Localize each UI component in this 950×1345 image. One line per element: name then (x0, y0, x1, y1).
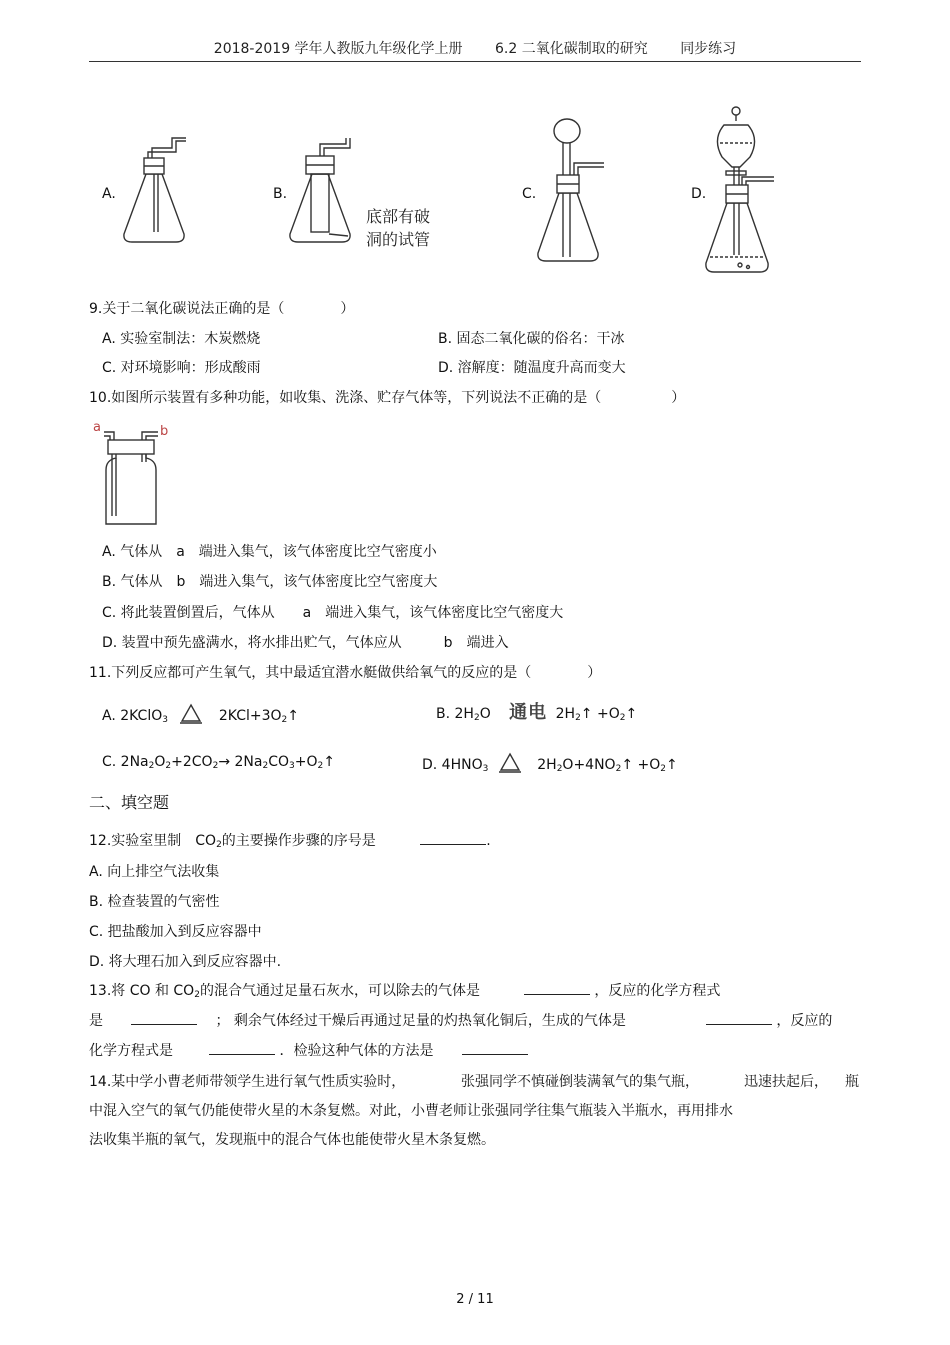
flask-b-figure (286, 132, 456, 250)
q11-stem: 11.下列反应都可产生氧气，其中最适宜潜水艇做供给氧气的反应的是（ ） (89, 665, 602, 681)
q13-line-3: 化学方程式是 ．检验这种气体的方法是 (89, 1040, 528, 1061)
q13-test-method-blank[interactable] (462, 1040, 528, 1055)
section-fill-in-title: 二、填空题 (89, 793, 170, 812)
q8-option-b-label: B. (273, 186, 288, 202)
q8-option-d-label: D. (691, 186, 707, 202)
flask-d-figure (702, 105, 782, 283)
q13-equation-1-blank[interactable] (131, 1010, 197, 1025)
q10-option-a: A. 气体从 a 端进入集气，该气体密度比空气密度小 (102, 544, 437, 560)
q9-option-c: C. 对环境影响：形成酸雨 (102, 360, 261, 376)
page-number: 2 / 11 (456, 1292, 494, 1307)
port-b-label: b (160, 424, 169, 439)
header-book: 2018-2019 学年人教版九年级化学上册 (213, 41, 463, 57)
header-type: 同步练习 (680, 41, 737, 57)
q12-step-b: B. 检查装置的气密性 (89, 894, 220, 910)
test-tube-annotation-2: 洞的试管 (366, 230, 431, 249)
q14-line-3: 法收集半瓶的氧气，发现瓶中的混合气体也能使带火星木条复燃。 (89, 1132, 495, 1148)
q11-option-a: A. 2KClO$_3$ $2KCl+3O_2↑$ (102, 703, 299, 730)
q12-answer-blank[interactable] (420, 830, 486, 845)
q9-option-d: D. 溶解度：随温度升高而变大 (438, 360, 626, 376)
page-header (0, 38, 950, 58)
q14-line-2: 中混入空气的氧气仍能使带火星的木条复燃。对此，小曹老师让张强同学往集气瓶装入半瓶水，再用排水 (89, 1103, 733, 1119)
electrolysis-condition: 通电 (509, 702, 548, 723)
q9-option-a: A. 实验室制法：木炭燃烧 (102, 331, 261, 347)
q12-stem: 12.实验室里制 $CO_2$的主要操作步骤的序号是 . (89, 830, 491, 855)
gas-bottle-figure (90, 418, 180, 530)
flask-c-figure (532, 117, 612, 269)
q11-option-c: C. $2Na_2O_2+2CO_2\to$ $2Na_2CO_3+O_2↑$ (102, 754, 335, 771)
q11-option-b: B. $2H_2O$ 通电 $2H_2↑$ $+O_2↑$ (436, 702, 638, 723)
test-tube-annotation-1: 底部有破 (366, 207, 431, 226)
q10-option-c: C. 将此装置倒置后，气体从 a 端进入集气，该气体密度比空气密度大 (102, 605, 564, 621)
q8-option-c-label: C. (522, 186, 537, 202)
heat-triangle-icon (178, 703, 204, 725)
q13-line-1: 13.将 CO 和 $CO_2$的混合气通过足量石灰水，可以除去的气体是 ，反应的化学方程式 (89, 980, 720, 1005)
q11-option-d: D. $4HNO_3$ $2H_2O+4NO_2↑$ $+O_2↑$ (422, 752, 678, 779)
flask-a-figure (118, 134, 198, 249)
q8-option-a-label: A. (102, 186, 116, 202)
q13-product-gas-blank[interactable] (706, 1010, 772, 1025)
port-a-label: a (93, 420, 101, 435)
q13-removed-gas-blank[interactable] (524, 980, 590, 995)
q10-option-b: B. 气体从 b 端进入集气，该气体密度比空气密度大 (102, 574, 438, 590)
q12-step-c: C. 把盐酸加入到反应容器中 (89, 924, 262, 940)
q9-stem: 9.关于二氧化碳说法正确的是（ ） (89, 301, 355, 317)
q10-stem: 10.如图所示装置有多种功能，如收集、洗涤、贮存气体等，下列说法不正确的是（ ） (89, 390, 686, 406)
q12-step-a: A. 向上排空气法收集 (89, 864, 220, 880)
q9-option-b: B. 固态二氧化碳的俗名：干冰 (438, 331, 625, 347)
q10-option-d: D. 装置中预先盛满水，将水排出贮气，气体应从 b 端进入 (102, 635, 509, 651)
header-rule (89, 61, 861, 62)
header-lesson: 6.2 二氧化碳制取的研究 (495, 41, 648, 57)
q14-line-1: 14.某中学小曹老师带领学生进行氧气性质实验时， 张强同学不慎碰倒装满氧气的集气瓶， 迅速扶起后， 瓶 (89, 1074, 859, 1090)
q13-equation-2-blank[interactable] (209, 1040, 275, 1055)
q13-line-2: 是 ； 剩余气体经过干燥后再通过足量的灼热氧化铜后，生成的气体是 ，反应的 (89, 1010, 832, 1031)
heat-triangle-icon (497, 752, 523, 774)
q12-step-d: D. 将大理石加入到反应容器中. (89, 954, 282, 970)
